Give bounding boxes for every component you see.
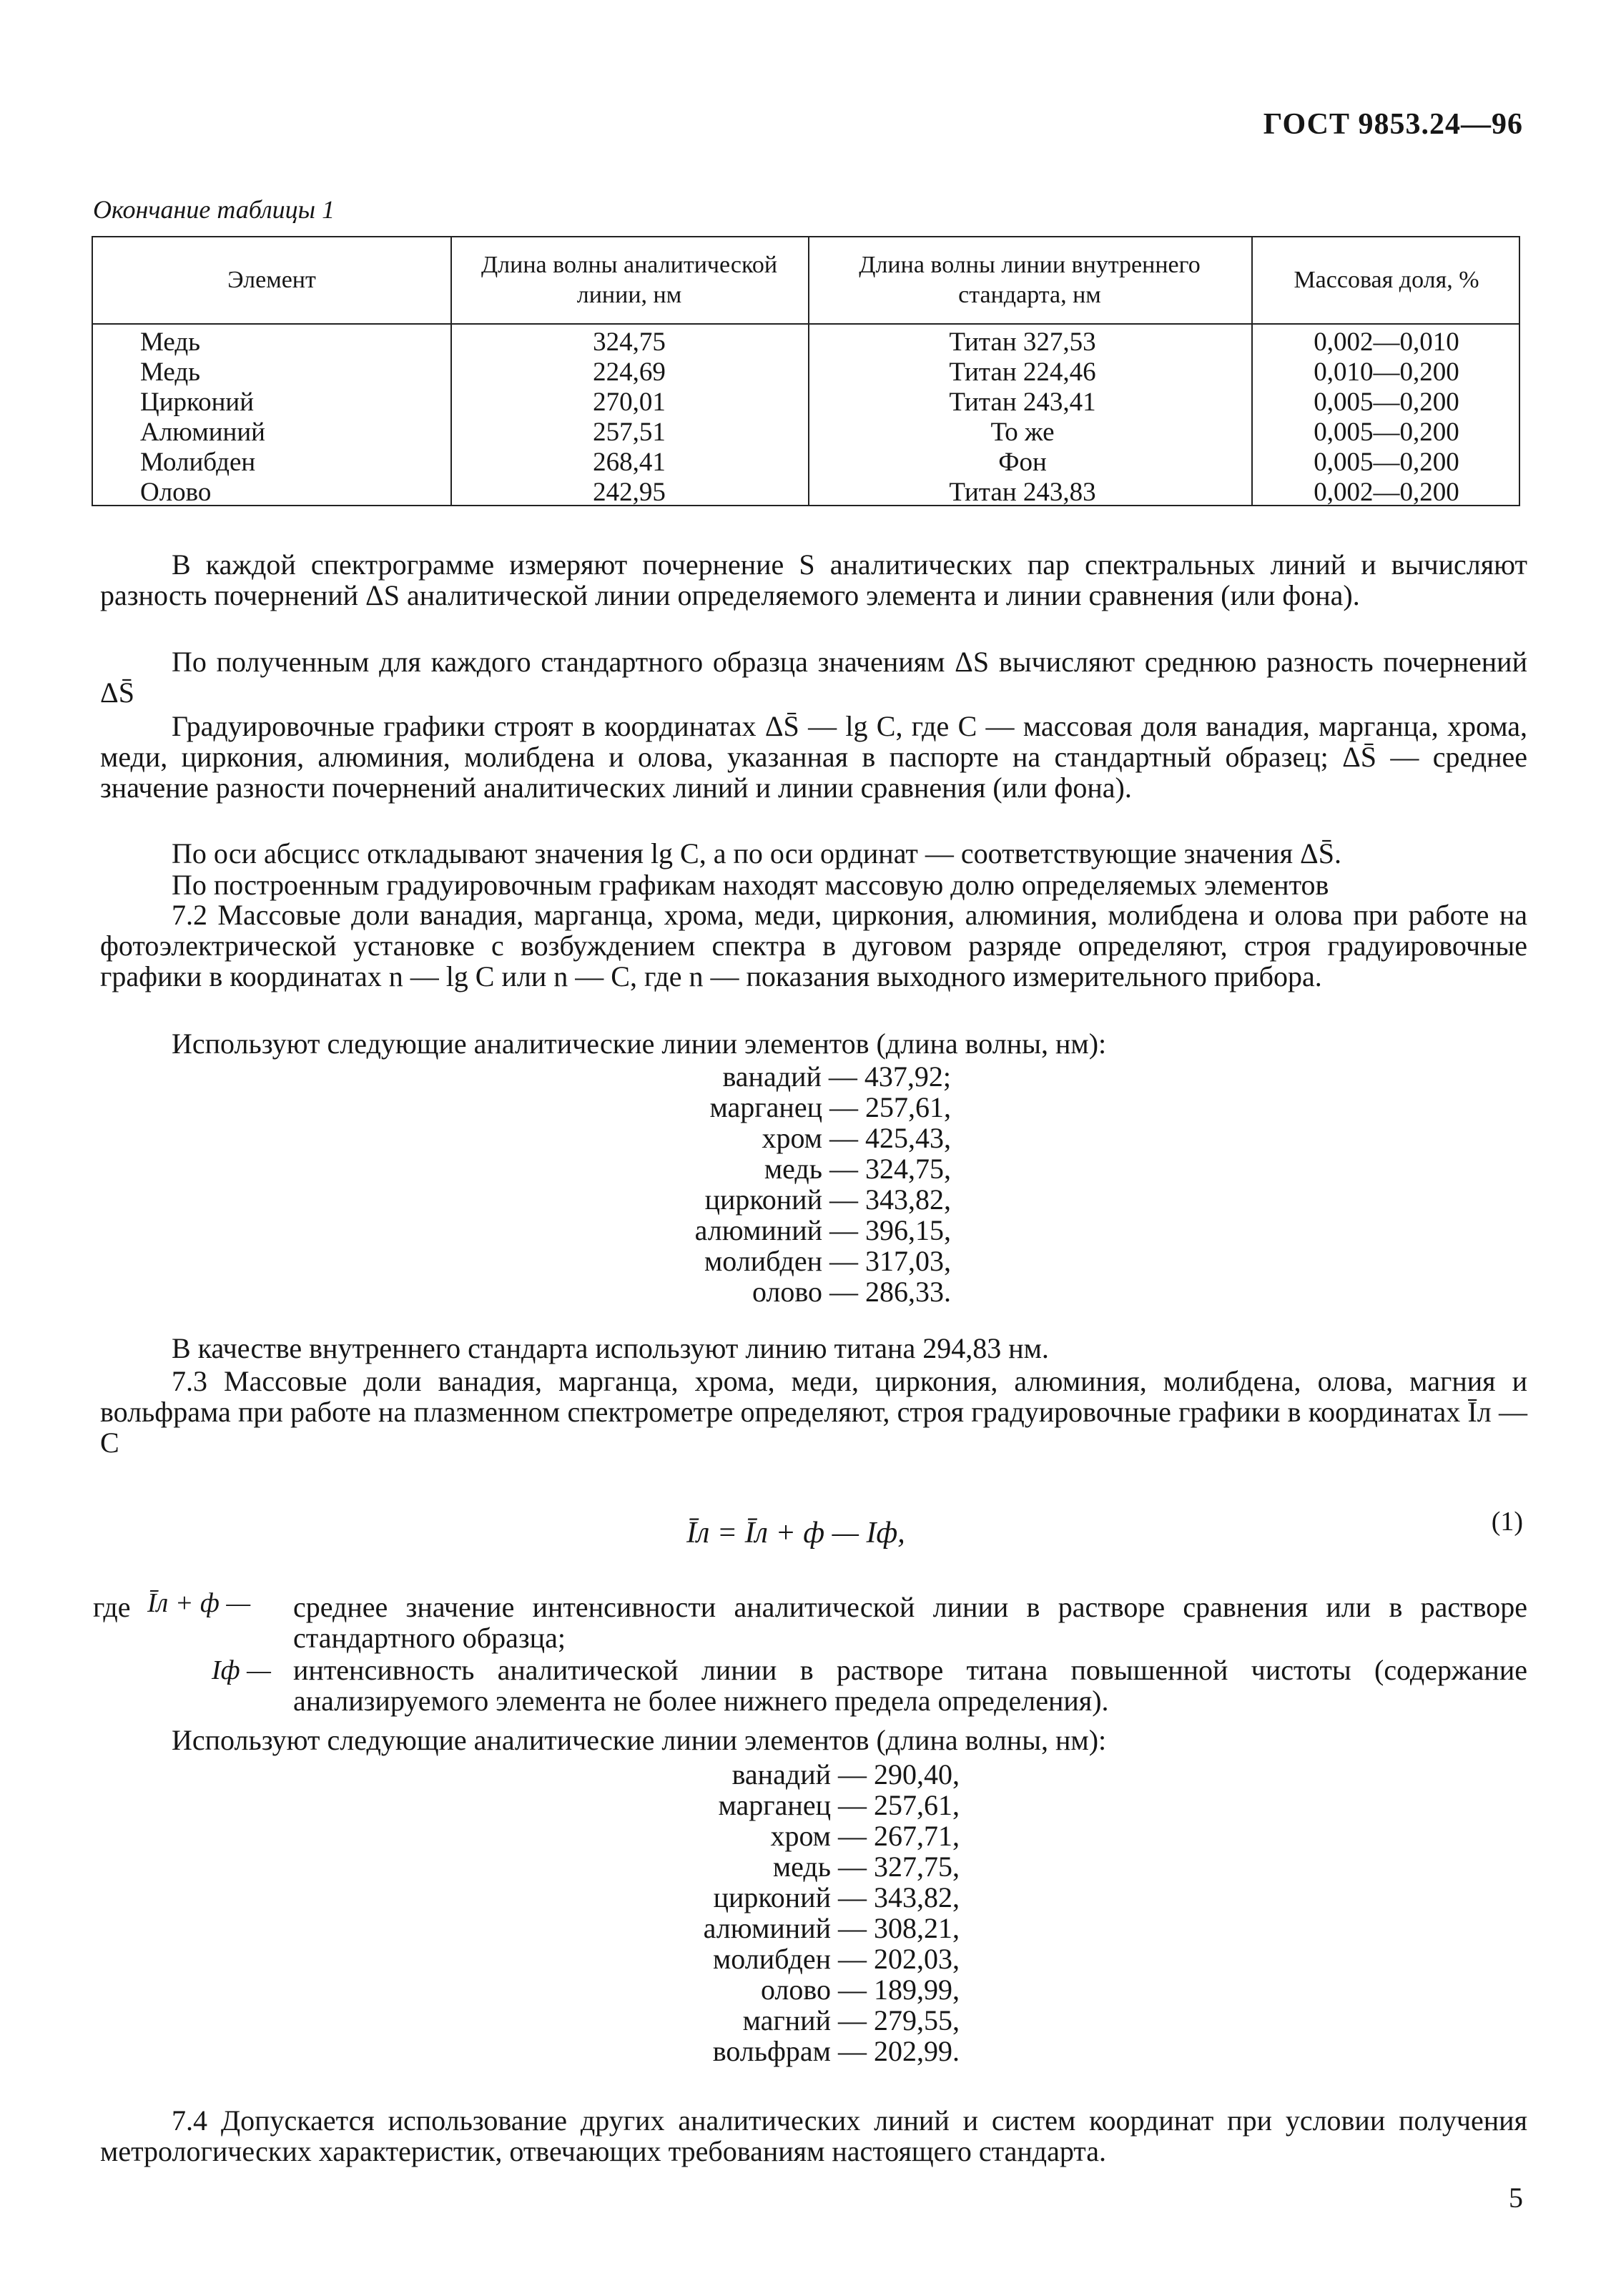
list-item: молибден — 317,03, bbox=[704, 1245, 951, 1277]
table-column-mass-fraction bbox=[1251, 327, 1522, 508]
wavelength-list-plasma bbox=[704, 1759, 960, 2066]
table-column-standard-wavelength bbox=[808, 327, 1237, 508]
table-cell: Титан 327,53 bbox=[949, 327, 1096, 357]
paragraph-7-4: 7.4 Допускается использование других аналитических линий и систем координат при условии получения метрологических характеристик, отвечающих требованиям настоящего стандарта. bbox=[100, 2104, 1527, 2167]
table-header-standard-wavelength: Длина волны линии внутреннего стандарта, нм bbox=[859, 252, 1201, 308]
table-cell: 324,75 bbox=[593, 327, 666, 357]
list-item: магний — 279,55, bbox=[742, 2004, 960, 2036]
list-item: медь — 324,75, bbox=[764, 1153, 951, 1185]
wavelength-list-arc bbox=[695, 1061, 951, 1307]
list-item: алюминий — 308,21, bbox=[703, 1912, 960, 1944]
list-item: молибден — 202,03, bbox=[712, 1943, 960, 1975]
where-definition-1: среднее значение интенсивности аналитической линии в растворе сравнения или в растворе стандартного образца; bbox=[293, 1591, 1527, 1654]
list-item: вольфрам — 202,99. bbox=[712, 2035, 960, 2067]
table-cell: Молибден bbox=[140, 448, 256, 477]
paragraph: В качестве внутреннего стандарта используют линию титана 294,83 нм. bbox=[172, 1332, 1049, 1364]
table-caption: Окончание таблицы 1 bbox=[93, 195, 335, 224]
table-cell: Медь bbox=[140, 327, 201, 357]
table-cell: 224,69 bbox=[593, 358, 666, 387]
standard-code-header: ГОСТ 9853.24—96 bbox=[1263, 108, 1523, 141]
page-number: 5 bbox=[1509, 2182, 1523, 2214]
table-header-divider bbox=[93, 323, 1519, 325]
table-cell: Фон bbox=[998, 448, 1047, 477]
list-item: цирконий — 343,82, bbox=[704, 1183, 951, 1216]
table-cell: 270,01 bbox=[593, 388, 666, 417]
table-cell: 0,005—0,200 bbox=[1314, 418, 1459, 447]
table-cell: Медь bbox=[140, 358, 201, 387]
table-cell: 0,005—0,200 bbox=[1314, 388, 1459, 417]
paragraph: По оси абсцисс откладывают значения lg C, а по оси ординат — соответствующие значения ΔS̄. bbox=[172, 837, 1341, 869]
where-symbol-2: Iф — bbox=[212, 1655, 271, 1685]
table-cell: Цирконий bbox=[140, 388, 255, 417]
list-item: ванадий — 437,92; bbox=[722, 1060, 951, 1093]
formula-number: (1) bbox=[1491, 1507, 1523, 1537]
paragraph: Используют следующие аналитические линии элементов (длина волны, нм): bbox=[172, 1724, 1107, 1756]
where-lead: где bbox=[93, 1591, 131, 1623]
formula-1: Īл = Īл + ф — Iф, bbox=[686, 1517, 905, 1549]
table-cell: Титан 243,83 bbox=[949, 478, 1096, 507]
list-item: хром — 267,71, bbox=[770, 1820, 960, 1852]
table-cell: 268,41 bbox=[593, 448, 666, 477]
paragraph: Используют следующие аналитические линии элементов (длина волны, нм): bbox=[172, 1028, 1107, 1060]
where-symbol-1: Īл + ф — bbox=[147, 1588, 251, 1618]
list-item: медь — 327,75, bbox=[772, 1851, 960, 1883]
list-item: марганец — 257,61, bbox=[709, 1091, 951, 1123]
list-item: алюминий — 396,15, bbox=[694, 1214, 951, 1246]
table-header-analytic-wavelength: Длина волны аналитической линии, нм bbox=[481, 252, 778, 308]
table-cell: Олово bbox=[140, 478, 212, 507]
list-item: ванадий — 290,40, bbox=[731, 1758, 960, 1790]
table-cell: 242,95 bbox=[593, 478, 666, 507]
table-column-element bbox=[140, 327, 265, 508]
paragraph: В каждой спектрограмме измеряют почернение S аналитических пар спектральных линий и вычисляют разность почернений ΔS аналитической линии определяемого элемента и линии сравнения (или фона). bbox=[100, 548, 1527, 611]
paragraph: По полученным для каждого стандартного образца значениям ΔS вычисляют среднюю разность почернений ΔS̄ bbox=[100, 646, 1527, 709]
list-item: марганец — 257,61, bbox=[718, 1789, 960, 1821]
table-header-element: Элемент bbox=[227, 267, 316, 293]
table-cell: Алюминий bbox=[140, 418, 265, 447]
table-header-mass-fraction: Массовая доля, % bbox=[1294, 267, 1479, 293]
table-cell: 0,005—0,200 bbox=[1314, 448, 1459, 477]
paragraph-7-3: 7.3 Массовые доли ванадия, марганца, хрома, меди, циркония, алюминия, молибдена, олова, магния и вольфрама при работе на плазменном спектрометре определяют, строя градуировочные графики в координатах Īл — C bbox=[100, 1365, 1527, 1459]
table-cell: Титан 224,46 bbox=[949, 358, 1096, 387]
paragraph: По построенным градуировочным графикам находят массовую долю определяемых элементов bbox=[172, 869, 1329, 901]
paragraph: Градуировочные графики строят в координатах ΔS̄ — lg C, где C — массовая доля ванадия, марганца, хрома, меди, циркония, алюминия, молибдена и олова, указанная в паспорте на стандартный образец; ΔS̄ — среднее значение разности почернений аналитических линий и линии сравнения (или фона). bbox=[100, 710, 1527, 804]
where-definition-2: интенсивность аналитической линии в растворе титана повышенной чистоты (содержание анализируемого элемента не более нижнего предела определения). bbox=[293, 1654, 1527, 1717]
table-cell: Титан 243,41 bbox=[949, 388, 1096, 417]
table-cell: 0,002—0,200 bbox=[1314, 478, 1459, 507]
list-item: цирконий — 343,82, bbox=[713, 1881, 960, 1913]
table-cell: 0,002—0,010 bbox=[1314, 327, 1459, 357]
list-item: олово — 189,99, bbox=[760, 1974, 960, 2006]
table-cell: То же bbox=[990, 418, 1055, 447]
list-item: хром — 425,43, bbox=[762, 1122, 951, 1154]
table-cell: 0,010—0,200 bbox=[1314, 358, 1459, 387]
data-table bbox=[92, 236, 1520, 506]
table-cell: 257,51 bbox=[593, 418, 666, 447]
paragraph-7-2: 7.2 Массовые доли ванадия, марганца, хрома, меди, циркония, алюминия, молибдена и олова при работе на фотоэлектрической установке с возбуждением спектра в дуговом разряде определяют, строя градуировочные графики в координатах n — lg C или n — C, где n — показания выходного измерительного прибора. bbox=[100, 899, 1527, 992]
list-item: олово — 286,33. bbox=[752, 1276, 951, 1308]
table-column-analytic-wavelength bbox=[450, 327, 808, 508]
